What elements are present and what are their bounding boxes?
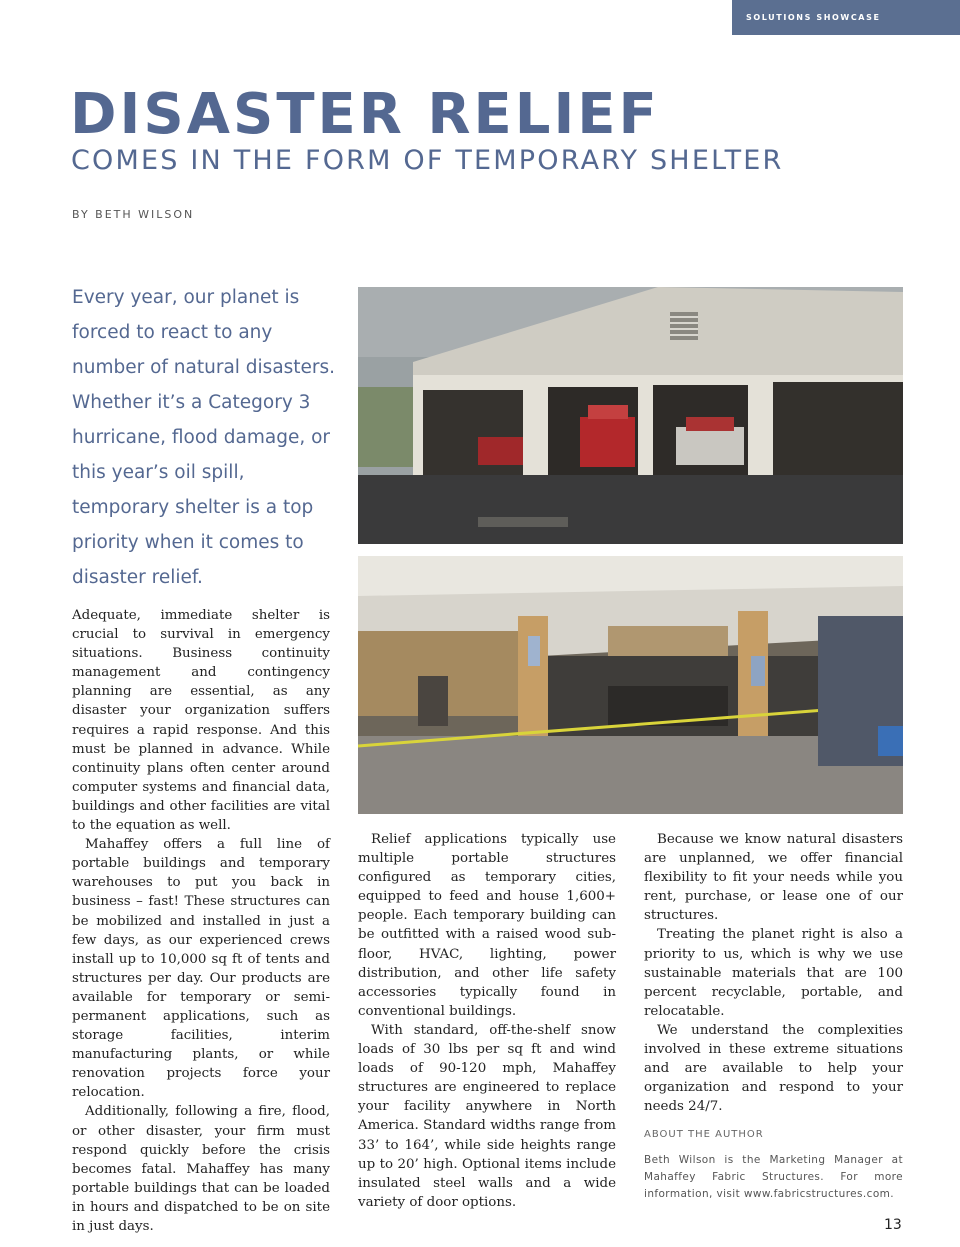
paragraph: Because we know natural disasters are unplanned, we offer financial flexibility to fit your needs while you rent, purchase, or lease one of our structures. bbox=[644, 832, 903, 924]
paragraph: We understand the complexities involved in these extreme situations and are available to help your organization and respond to your needs 24/7. bbox=[644, 1022, 903, 1115]
article-subtitle: COMES IN THE FORM OF TEMPORARY SHELTER bbox=[71, 145, 784, 176]
article-title: DISASTER RELIEF bbox=[70, 82, 660, 147]
paragraph: Mahaffey offers a full line of portable buildings and temporary warehouses to put you back in business – fast! These structures can be mobilized and installed in just a few days, as our experienced crews install up to 10,000 sq ft of tents and structures per day. Our products are available for temporary or semi-permanent applications, such as storage facilities, interim manufacturing plants, or while renovation projects force your relocation. bbox=[72, 837, 330, 1101]
lede-paragraph: Every year, our planet is forced to react to any number of natural disasters. Whether it’s a Category 3 hurricane, flood damage, or this year’s oil spill, temporary shelter is a top priority when it comes to disaster relief. bbox=[72, 287, 336, 588]
paragraph: Treating the planet right is also a priority to us, which is why we use sustainable materials that are 100 percent recyclable, portable, and relocatable. bbox=[644, 927, 903, 1019]
body-column-2 bbox=[358, 830, 616, 1212]
section-tag: SOLUTIONS SHOWCASE bbox=[732, 0, 960, 35]
paragraph: With standard, off-the-shelf snow loads of 30 lbs per sq ft and wind loads of 90-120 mph, Mahaffey structures are engineered to replace your facility anywhere in North America. Standard widths range from 33’ to 164’, while side heights range up to 20’ high. Optional items include insulated steel walls and a wide variety of door options. bbox=[358, 1022, 616, 1210]
about-author-text: Beth Wilson is the Marketing Manager at Mahaffey Fabric Structures. For more information, visit www.fabricstructures.com. bbox=[644, 1154, 903, 1201]
body-column-3 bbox=[644, 830, 903, 1203]
shelter-dining-hall-photo bbox=[358, 556, 903, 814]
paragraph: Adequate, immediate shelter is crucial to survival in emergency situations. Business continuity management and contingency planning are essential, as any disaster your organization suffers requires a rapid response. And this must be planned in advance. While continuity plans often center around computer systems and financial data, buildings and other facilities are vital to the equation as well. bbox=[72, 608, 330, 834]
body-column-1 bbox=[72, 606, 330, 1236]
paragraph: Relief applications typically use multiple portable structures configured as temporary cities, equipped to feed and house 1,600+ people. Each temporary building can be outfitted with a raised wood sub-floor, HVAC, lighting, power distribution, and other life safety accessories typically found in conventional buildings. bbox=[358, 832, 616, 1019]
page-number: 13 bbox=[884, 1217, 902, 1233]
paragraph: Additionally, following a fire, flood, or other disaster, your firm must respond quickly before the crisis becomes fatal. Mahaffey has many portable buildings that can be loaded in hours and dispatched to be on site in just days. bbox=[72, 1104, 330, 1234]
about-author-heading: ABOUT THE AUTHOR bbox=[644, 1129, 764, 1141]
byline: BY BETH WILSON bbox=[72, 208, 195, 221]
fire-trucks-shelter-photo bbox=[358, 287, 903, 544]
